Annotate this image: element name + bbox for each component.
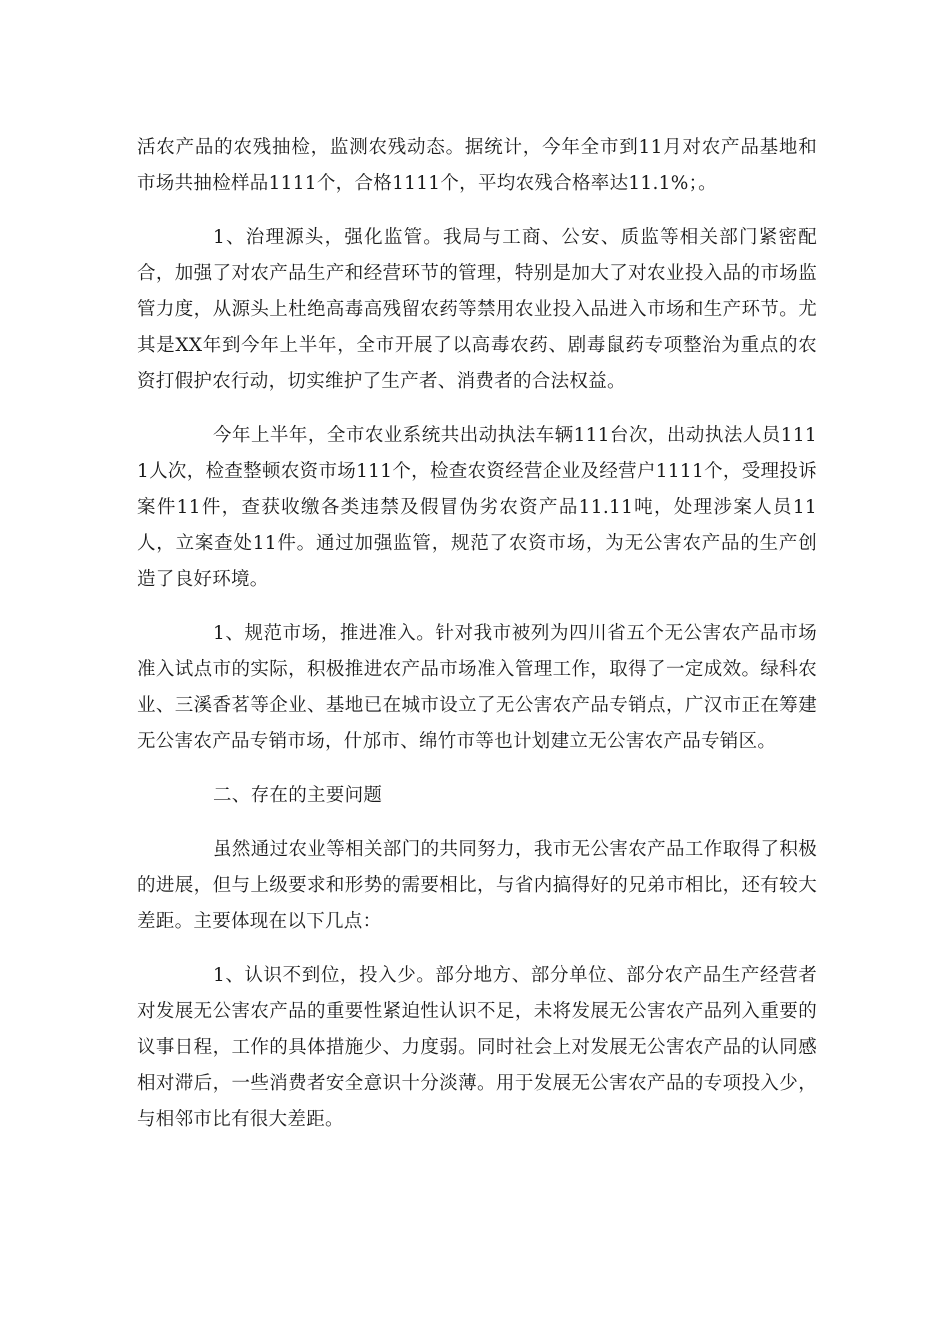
section-heading-main-problems: 二、存在的主要问题 — [213, 785, 383, 806]
paragraph-source-control: 1、治理源头，强化监管。我局与工商、公安、质监等相关部门紧密配合，加强了对农产品生产和经营环节的管理，特别是加大了对农业投入品的市场监管力度，从源头上杜绝高毒高残留农药等禁用农业投入品进入市场和生产环节。尤其是XX年到今年上半年，全市开展了以高毒农药、剧毒鼠药专项整治为重点的农资打假护农行动，切实维护了生产者、消费者的合法权益。 — [137, 227, 817, 392]
paragraph-gap-summary: 虽然通过农业等相关部门的共同努力，我市无公害农产品工作取得了积极的进展，但与上级要求和形势的需要相比，与省内搞得好的兄弟市相比，还有较大差距。主要体现在以下几点： — [137, 839, 817, 932]
document-body — [137, 130, 817, 1156]
paragraph-enforcement-stats: 今年上半年，全市农业系统共出动执法车辆111台次，出动执法人员1111人次，检查整顿农资市场111个，检查农资经营企业及经营户1111个，受理投诉案件11件，查获收缴各类违禁及假冒伪劣农资产品11.11吨，处理涉案人员11人，立案查处11件。通过加强监管，规范了农资市场，为无公害农产品的生产创造了良好环境。 — [137, 425, 817, 590]
paragraph-sampling-stats: 活农产品的农残抽检，监测农残动态。据统计，今年全市到11月对农产品基地和市场共抽检样品1111个，合格1111个，平均农残合格率达11.1%；。 — [137, 137, 817, 194]
paragraph-awareness-investment: 1、认识不到位，投入少。部分地方、部分单位、部分农产品生产经营者对发展无公害农产品的重要性紧迫性认识不足，未将发展无公害农产品列入重要的议事日程，工作的具体措施少、力度弱。同时社会上对发展无公害农产品的认同感相对滞后，一些消费者安全意识十分淡薄。用于发展无公害农产品的专项投入少，与相邻市比有很大差距。 — [137, 965, 817, 1130]
paragraph-market-access: 1、规范市场，推进准入。针对我市被列为四川省五个无公害农产品市场准入试点市的实际，积极推进农产品市场准入管理工作，取得了一定成效。绿科农业、三溪香茗等企业、基地已在城市设立了无公害农产品专销点，广汉市正在筹建无公害农产品专销市场，什邡市、绵竹市等也计划建立无公害农产品专销区。 — [137, 623, 817, 752]
